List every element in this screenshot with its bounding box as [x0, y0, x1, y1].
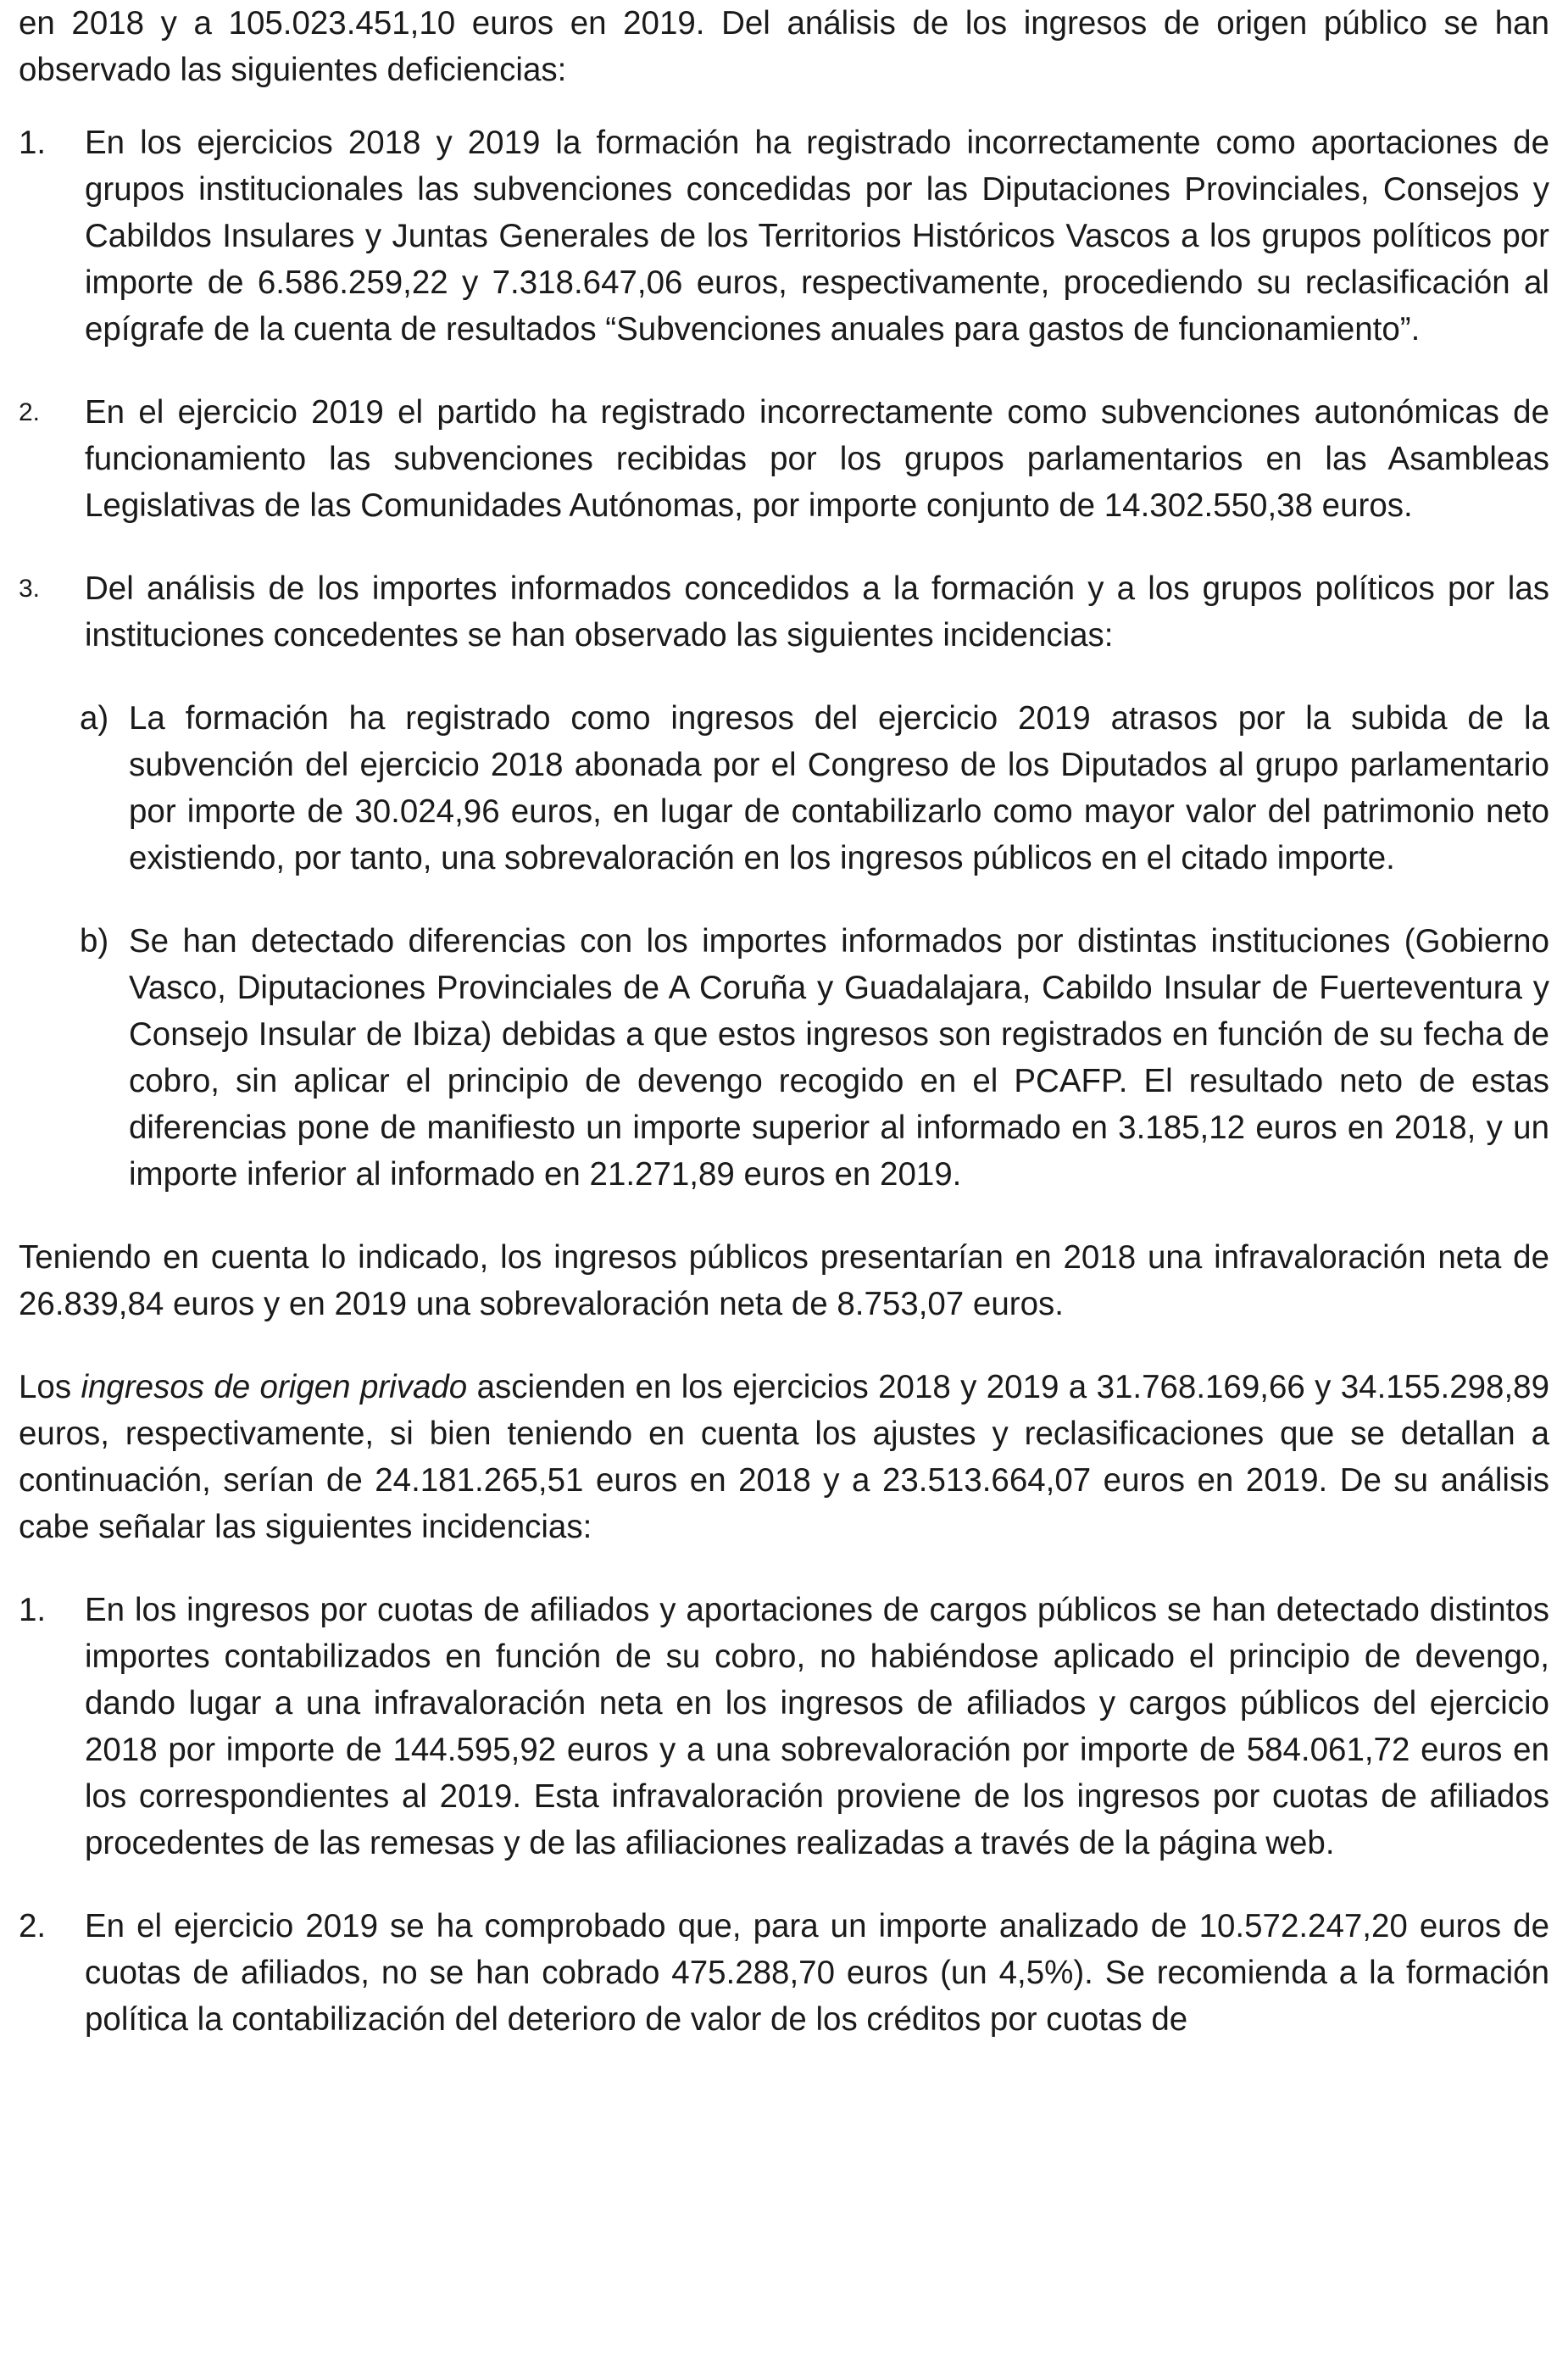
- item-text: En los ingresos por cuotas de afiliados y aportaciones de cargos públicos se han detectado distintos importes contabilizados en función de su cobro, no habiéndose aplicado el principio de devengo, dando lugar a una infravaloración neta en los ingresos de afiliados y cargos públicos del ejercicio 2018 por importe de 144.595,92 euros y a una sobrevaloración por importe de 584.061,72 euros en los correspondientes al 2019. Esta infravaloración proviene de los ingresos por cuotas de afiliados procedentes de las remesas y de las afiliaciones realizadas a través de la página web.: [85, 1592, 1549, 1861]
- document-page: [19, 0, 1549, 2043]
- item-text: En el ejercicio 2019 se ha comprobado que, para un importe analizado de 10.572.247,20 euros de cuotas de afiliados, no se han cobrado 475.288,70 euros (un 4,5%). Se recomienda a la formación política la contabilización del deterioro de valor de los créditos por cuotas de: [85, 1908, 1549, 2038]
- item-text: En el ejercicio 2019 el partido ha registrado incorrectamente como subvenciones autonómicas de funcionamiento las subvenciones recibidas por los grupos parlamentarios en las Asambleas Legislativas de las Comunidades Autónomas, por importe conjunto de 14.302.550,38 euros.: [85, 394, 1549, 524]
- item-number: 2.: [19, 1908, 47, 1944]
- sub-item-letter: b): [80, 923, 109, 960]
- item-number: 1.: [19, 1592, 47, 1628]
- private-income-paragraph: [19, 1364, 1549, 1550]
- item-text: En los ejercicios 2018 y 2019 la formación ha registrado incorrectamente como aportaciones de grupos institucionales las subvenciones concedidas por las Diputaciones Provinciales, Consejos y Cabildos Insulares y Juntas Generales de los Territorios Históricos Vascos a los grupos políticos por importe de 6.586.259,22 y 7.318.647,06 euros, respectivamente, procediendo su reclasificación al epígrafe de la cuenta de resultados “Subvenciones anuales para gastos de funcionamiento”.: [85, 125, 1549, 348]
- sub-item-text: Se han detectado diferencias con los importes informados por distintas instituciones (Gobierno Vasco, Diputaciones Provinciales de A Coruña y Guadalajara, Cabildo Insular de Fuerteventura y Consejo Insular de Ibiza) debidas a que estos ingresos son registrados en función de su fecha de cobro, sin aplicar el principio de devengo recogido en el PCAFP. El resultado neto de estas diferencias pone de manifiesto un importe superior al informado en 3.185,12 euros en 2018, y un importe inferior al informado en 21.271,89 euros en 2019.: [129, 923, 1549, 1193]
- sub-item-b: [59, 918, 1549, 1198]
- private-item-1: [19, 1587, 1549, 1866]
- item-number: 3.: [19, 575, 41, 603]
- public-item-3: [19, 565, 1549, 659]
- item-text: Del análisis de los importes informados concedidos a la formación y a los grupos políticos por las instituciones concedentes se han observado las siguientes incidencias:: [85, 570, 1549, 654]
- private-lead: Los: [19, 1369, 81, 1405]
- private-item-2: [19, 1903, 1549, 2043]
- sub-item-letter: a): [80, 700, 109, 737]
- private-italic-term: ingresos de origen privado: [81, 1369, 468, 1405]
- intro-paragraph: en 2018 y a 105.023.451,10 euros en 2019. Del análisis de los ingresos de origen público se han observado las siguientes deficiencias:: [19, 5, 1549, 88]
- sub-item-a: [59, 695, 1549, 882]
- public-item-2: [19, 389, 1549, 529]
- public-item-1: [19, 120, 1549, 353]
- summary-paragraph: Teniendo en cuenta lo indicado, los ingresos públicos presentarían en 2018 una infravaloración neta de 26.839,84 euros y en 2019 una sobrevaloración neta de 8.753,07 euros.: [19, 1239, 1549, 1322]
- item-number: 1.: [19, 125, 47, 161]
- sub-item-text: La formación ha registrado como ingresos del ejercicio 2019 atrasos por la subida de la subvención del ejercicio 2018 abonada por el Congreso de los Diputados al grupo parlamentario por importe de 30.024,96 euros, en lugar de contabilizarlo como mayor valor del patrimonio neto existiendo, por tanto, una sobrevaloración en los ingresos públicos en el citado importe.: [129, 700, 1549, 876]
- private-rest: ascienden en los ejercicios 2018 y 2019 a 31.768.169,66 y 34.155.298,89 euros, respectivamente, si bien teniendo en cuenta los ajustes y reclasificaciones que se detallan a continuación, serían de 24.181.265,51 euros en 2018 y a 23.513.664,07 euros en 2019. De su análisis cabe señalar las siguientes incidencias:: [19, 1369, 1549, 1545]
- item-number: 2.: [19, 398, 41, 426]
